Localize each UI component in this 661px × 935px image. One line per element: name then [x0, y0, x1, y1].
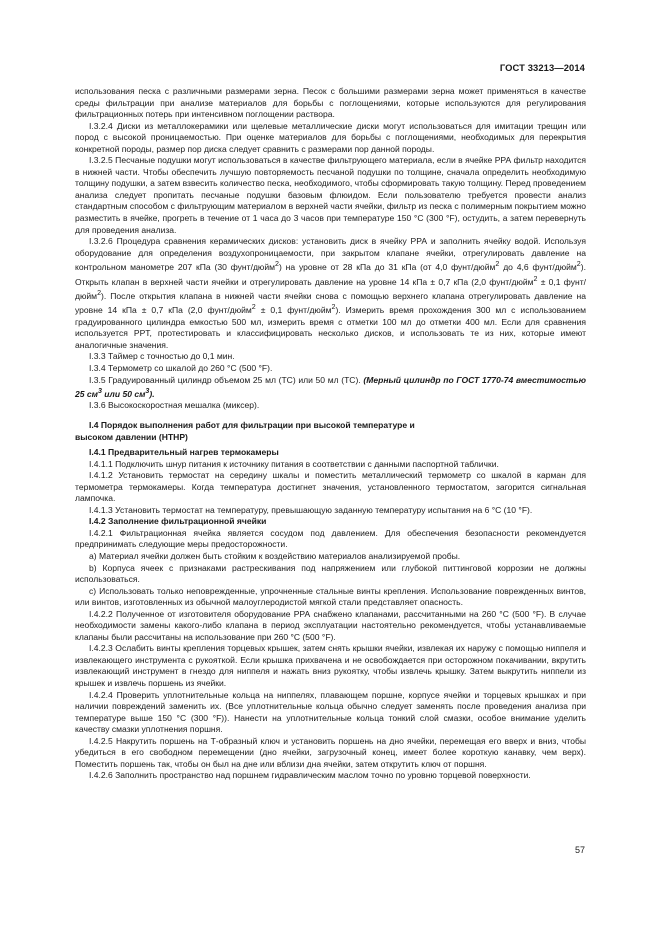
superscript: 2	[97, 288, 102, 297]
text-run: ). После открытия клапана в нижней части ячейки снова с помощью верхнего клапана отрегулировать давление на уровне 14 кПа ± 0,7 кПа (2,0 фунт/дюйм	[75, 290, 586, 316]
paragraph: I.4.2.3 Ослабить винты крепления торцевых крышек, затем снять крышки ячейки, извлекая их наружу с помощью ниппеля и извлекающего инструмента с рукояткой. Если крышка прихвачена и не освобождается при осторожном покачивании, вкрутить извлекающий инструмент в гнездо для ниппеля и нажать вниз рукоятку, чтобы извлечь крышку. Затем выкрутить ниппели из крышек и извлечь поршень из ячейки.	[75, 643, 586, 689]
paragraph: I.3.4 Термометр со шкалой до 260 °С (500 °F).	[89, 362, 273, 373]
text-run: ).	[149, 388, 155, 399]
superscript: 2	[495, 260, 500, 269]
list-item: с) Использовать только неповрежденные, упрочненные стальные винты крепления. Использование поврежденных винтов, или винтов, изготовленных из обычной малоуглеродистой мягкой стали представляет опасность.	[75, 585, 586, 608]
paragraph: I.4.2.4 Проверить уплотнительные кольца на ниппелях, плавающем поршне, корпусе ячейки и торцевых крышках и при наличии повреждений заменить их. (Все уплотнительные кольца обычно следует заменять после проведения анализа при температуре выше 150 °С (300 °F)). Нанести на уплотнительные кольца тонкий слой смазки, особое внимание уделить качеству смазки уплотнения поршня.	[75, 689, 586, 735]
text-run: ). Открыть клапан в верхней части ячейки и отрегулировать давление на уровне 14 кПа ± 0,7 кПа (2,0 фунт/дюйм	[75, 262, 586, 287]
paragraph: I.4.2.6 Заполнить пространство над поршнем гидравлическим маслом точно по уровню торцевой поверхности.	[89, 770, 531, 781]
text-run: ± 0,1 фунт/дюйм	[255, 305, 332, 316]
superscript: 2	[533, 274, 538, 283]
paragraph: использования песка с различными размерами зерна. Песок с большими размерами зерна может применяться в качестве среды фильтрации при анализе материалов для борьбы с поглощениями, которые используются для регулирования фильтрационных потерь при интенсивном поглощении раствора.	[75, 86, 586, 120]
paragraph: I.4.2.1 Фильтрационная ячейка является сосудом под давлением. Для обеспечения безопасности рекомендуется предпринимать следующие меры предосторожности.	[75, 527, 586, 550]
paragraph	[75, 236, 586, 351]
document-body	[75, 86, 586, 782]
paragraph: I.4.1.3 Установить термостат на температуру, превышающую заданную температуру испытания на 6 °С (10 °F).	[89, 504, 533, 515]
paragraph: I.3.3 Таймер с точностью до 0,1 мин.	[89, 351, 235, 362]
superscript: 3	[97, 387, 102, 396]
paragraph: I.3.2.4 Диски из металлокерамики или щелевые металлические диски могут использоваться для имитации трещин или пород с высокой проницаемостью. При оценке материалов для борьбы с поглощениями, необходимых для перекрытия конкретной породы, размер пор диска следует сравнить с размерами пор данной породы.	[75, 120, 586, 154]
text-run: или 50 см	[101, 388, 146, 399]
text-run: ± 0,1 фунт/дюйм	[75, 276, 586, 301]
subsection-heading: I.4.2 Заполнение фильтрационной ячейки	[89, 516, 267, 527]
paragraph: I.4.1.2 Установить термостат на середину шкалы и поместить металлический термометр со шкалой в карман для термометра термокамеры. Когда температура достигнет значения, установленного термостатом, загорится сигнальная лампочка.	[75, 470, 586, 504]
section-heading: I.4 Порядок выполнения работ для фильтрации при высокой температуре и высоком давлении (HTHP)	[75, 419, 415, 442]
text-run: ) на уровне от 28 кПа до 31 кПа (от 4,0 фунт/дюйм	[278, 262, 496, 273]
page-number: 57	[574, 845, 585, 855]
list-item: a) Материал ячейки должен быть стойким к воздействию материалов анализируемой пробы.	[89, 551, 461, 561]
list-item: b) Корпуса ячеек с признаками растрескивания под напряжением или глубокой питтинговой коррозии не должны использоваться.	[75, 562, 586, 585]
paragraph: I.4.2.5 Накрутить поршень на Т-образный ключ и установить поршень на дно ячейки, перемещая его вверх и вниз, чтобы убедиться в его свободном перемещении (дно ячейки, загрузочный конец, имеет более короткую канавку, чем верх). Поместить поршень так, чтобы он был на дне или вблизи дна ячейки, затем открутить ключ от поршня.	[75, 735, 586, 769]
text-run: (Мерный цилиндр по ГОСТ 1770-74 вместимостью 25 см	[75, 374, 586, 399]
paragraph	[75, 375, 586, 401]
superscript: 2	[576, 260, 581, 269]
paragraph: I.4.1.1 Подключить шнур питания к источнику питания в соответствии с данными паспортной таблички.	[89, 458, 499, 469]
paragraph: I.3.6 Высокоскоростная мешалка (миксер).	[89, 400, 260, 411]
superscript: 2	[331, 303, 336, 312]
text-run: до 4,6 фунт/дюйм	[499, 262, 577, 273]
text-run: I.3.2.6 Процедура сравнения керамических дисков: установить диск в ячейку РРА и заполнить ячейку водой. Используя оборудование для определения воздухопроницаемости, при закрытом клапане ячейки, отрегулировать давление на контрольном манометре 207 кПа (30 фунт/дюйм	[75, 236, 586, 273]
superscript: 2	[251, 303, 256, 312]
superscript: 2	[275, 260, 279, 269]
text-run: I.3.5 Градуированный цилиндр объемом 25 мл (ТС) или 50 мл (ТС).	[89, 374, 364, 385]
paragraph: I.4.2.2 Полученное от изготовителя оборудование РРА снабжено клапанами, рассчитанными на 260 °С (500 °F). В случае необходимости замены какого-либо клапана в период эксплуатации настоятельно рекомендуется, чтобы устанавливаемые клапаны были рассчитаны на использование при 260 °С (500 °F).	[75, 608, 586, 642]
text-run: ). Измерить время прохождения 300 мл с использованием градуированного цилиндра емкостью 500 мл, измерить время с отметки 100 мл до отметки 400 мл. Если для сравнения используется PPT, протестировать и классифицировать несколько дисков, и использовать те из них, которые имеют аналогичные значения.	[75, 305, 586, 350]
subsection-heading: I.4.1 Предварительный нагрев термокамеры	[89, 447, 279, 458]
paragraph: I.3.2.5 Песчаные подушки могут использоваться в качестве фильтрующего материала, если в ячейке РРА фильтр находится в нижней части. Чтобы обеспечить лучшую повторяемость песчаной подушки по толщине, сначала определить необходимую толщину подушки, а затем взвесить количество песка, необходимого, чтобы сформировать такую толщину. Перед проведением анализа следует пропитать песчаные подушки базовым флюидом. Если пользователю требуется провести анализ стандартным способом с фильтрующим материалом в верхней части ячейки, фильтр из песка с полимерным покрытием можно разместить в ячейке, прогреть в течение от 1 часа до 3 часов при температуре 150 °С (300 °F), остудить, а затем перевернуть для проведения анализа.	[75, 155, 586, 235]
document-header: ГОСТ 33213—2014	[499, 62, 585, 73]
superscript: 3	[145, 387, 150, 396]
